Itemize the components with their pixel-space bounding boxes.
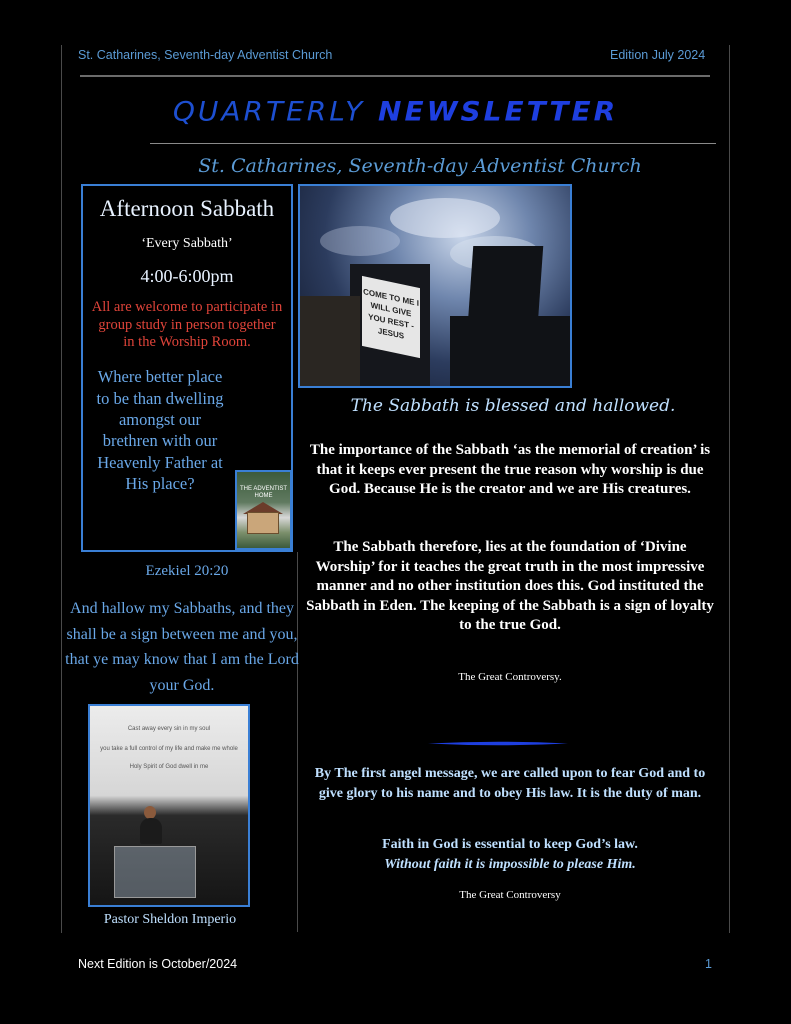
pastor-caption: Pastor Sheldon Imperio — [103, 912, 237, 927]
left-border-line — [61, 45, 62, 933]
sabbath-frequency: ‘Every Sabbath’ — [141, 236, 233, 251]
pastor-photo — [88, 704, 250, 907]
page-title — [0, 96, 791, 127]
church-building — [450, 316, 572, 388]
title-part1: QUARTERLY — [172, 95, 366, 128]
book-house — [247, 512, 279, 534]
header-rule — [80, 75, 710, 77]
title-part2: NEWSLETTER — [378, 95, 619, 128]
scripture-verse: And hallow my Sabbaths, and they shall be a sign between me and you, that ye may know that I am the Lord your God. — [65, 600, 299, 694]
stone-wall — [300, 296, 360, 388]
footer-page-number: 1 — [705, 957, 712, 971]
lyric-line: you take a full control of my life and make me whole — [100, 746, 238, 752]
sabbath-time: 4:00-6:00pm — [140, 266, 234, 286]
church-sign-photo — [298, 184, 572, 388]
scripture-reference: Ezekiel 20:20 — [145, 563, 229, 579]
lyric-line: Cast away every sin in my soul — [127, 726, 211, 732]
sabbath-heading: Afternoon Sabbath — [99, 196, 275, 221]
lyric-line: Holy Spirit of God dwell in me — [129, 764, 209, 770]
sabbath-caption: The Sabbath is blessed and hallowed. — [350, 396, 676, 416]
source-great-controversy-2: The Great Controversy — [459, 889, 561, 901]
paragraph-memorial: The importance of the Sabbath ‘as the memorial of creation’ is that it keeps ever present the true reason why worship is due God. Because He is the creator and we are His creatures. — [309, 442, 711, 497]
paragraph-divine-worship: The Sabbath therefore, lies at the foundation of ‘Divine Worship’ for it teaches the great truth in the most impressive manner and no other institution does this. God instituted the Sabbath in Eden. The keeping of the Sabbath is a sign of loyalty to the true God. — [306, 539, 714, 633]
faith-line-2: Without faith it is impossible to please Him. — [384, 857, 636, 872]
cloud — [320, 226, 400, 256]
source-great-controversy-1: The Great Controversy. — [458, 671, 562, 683]
title-rule — [150, 143, 716, 144]
adventist-home-book-image — [235, 470, 292, 550]
right-border-line — [729, 45, 730, 933]
header-edition: Edition July 2024 — [610, 48, 706, 62]
paragraph-first-angel: By The first angel message, we are called upon to fear God and to give glory to his name and to obey His law. It is the duty of man. — [314, 766, 706, 802]
page-subtitle: St. Catharines, Seventh-day Adventist Church — [198, 155, 642, 177]
lectern — [114, 846, 196, 898]
decorative-divider — [428, 741, 568, 746]
header-church-name: St. Catharines, Seventh-day Adventist Church — [78, 48, 333, 62]
faith-line-1: Faith in God is essential to keep God’s law. — [382, 837, 638, 852]
book-title: THE ADVENTIST HOME — [239, 486, 287, 500]
footer-next-edition: Next Edition is October/2024 — [78, 957, 238, 971]
sabbath-where: Where better place to be than dwelling amongst our brethren with our Heavenly Father at His place? — [96, 367, 224, 494]
pastor-figure — [140, 818, 162, 844]
sabbath-welcome: All are welcome to participate in group study in person together in the Worship Room. — [91, 299, 283, 351]
cloud — [390, 198, 500, 238]
church-sign-board: COME TO ME I WILL GIVE YOU REST - JESUS — [362, 276, 420, 358]
